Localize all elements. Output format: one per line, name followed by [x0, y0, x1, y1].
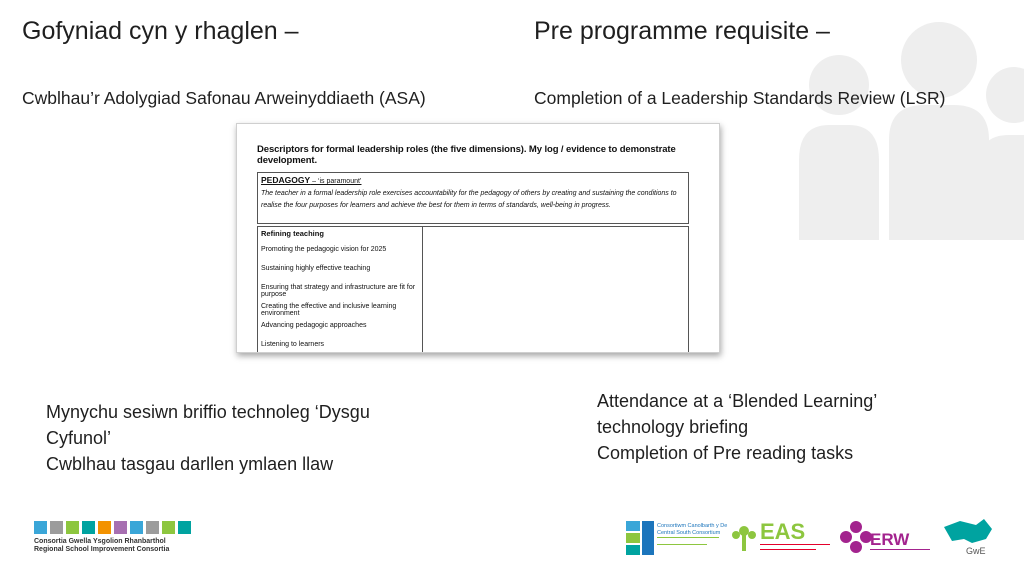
pedagogy-title	[261, 175, 361, 185]
logo-square	[146, 521, 159, 534]
logo-square	[82, 521, 95, 534]
gwe-logo	[944, 519, 992, 556]
lsr-document-preview	[236, 123, 720, 353]
table-heading: Refining teaching	[261, 229, 324, 238]
english-note-line: Attendance at a ‘Blended Learning’	[597, 391, 878, 411]
english-note-line: Completion of Pre reading tasks	[597, 443, 854, 463]
csc-logo-line2: Central South Consortium	[657, 530, 721, 536]
welsh-note-line: Cwblhau tasgau darllen ymlaen llaw	[46, 454, 334, 474]
table-item: Listening to learners	[261, 341, 325, 348]
table-item: Sustaining highly effective teaching	[261, 265, 371, 272]
eas-logo-text: EAS	[760, 519, 806, 544]
logo-text-line: Consortia Gwella Ysgolion Rhanbarthol	[34, 538, 166, 545]
csc-logo	[626, 521, 727, 555]
table-item: Advancing pedagogic approaches	[261, 322, 367, 329]
pedagogy-box	[257, 172, 689, 224]
logo-square	[50, 521, 63, 534]
descriptor-table	[257, 226, 689, 353]
english-note-line: technology briefing	[597, 417, 749, 437]
welsh-title: Gofyniad cyn y rhaglen –	[22, 17, 299, 45]
english-subtitle: Completion of a Leadership Standards Review (LSR)	[534, 88, 946, 108]
table-item: Promoting the pedagogic vision for 2025	[261, 246, 387, 253]
welsh-notes	[46, 399, 370, 477]
table-item: Ensuring that strategy and infrastructure are fit for purpose	[261, 284, 416, 298]
table-item: Creating the effective and inclusive learning environment	[261, 303, 397, 317]
descriptor-table-left-column	[258, 227, 423, 353]
eas-logo	[732, 519, 830, 551]
regional-consortia-logo-text	[34, 538, 169, 554]
welsh-subtitle: Cwblhau’r Adolygiad Safonau Arweinyddiaeth (ASA)	[22, 88, 426, 108]
logo-square	[34, 521, 47, 534]
erw-logo	[840, 521, 930, 553]
welsh-note-line: Mynychu sesiwn briffio technoleg ‘Dysgu	[46, 402, 370, 422]
logo-square	[130, 521, 143, 534]
document-heading: Descriptors for formal leadership roles (the five dimensions). My log / evidence to demonstrate development.	[257, 144, 676, 166]
english-title: Pre programme requisite –	[534, 17, 830, 45]
erw-logo-text: ERW	[870, 530, 910, 549]
english-notes	[597, 388, 877, 466]
logo-square	[162, 521, 175, 534]
logo-text-line: Regional School Improvement Consortia	[34, 546, 170, 553]
pedagogy-quote: – ‘is paramount’	[310, 178, 362, 185]
pedagogy-description: The teacher in a formal leadership role exercises accountability for the pedagogy of others by creating and sustaining the conditions to realise the four purposes for learners and achieve the best for them in terms of standards, well-being in progress.	[261, 190, 677, 209]
pedagogy-title-text: PEDAGOGY	[261, 175, 311, 185]
welsh-note-line: Cyfunol’	[46, 428, 112, 448]
consortia-partner-logos	[624, 515, 1014, 560]
csc-logo-line1: Consortiwm Canolbarth y De	[657, 523, 728, 529]
logo-square	[114, 521, 127, 534]
logo-square	[178, 521, 191, 534]
logo-square	[98, 521, 111, 534]
gwe-logo-text: GwE	[966, 546, 986, 556]
logo-square	[66, 521, 79, 534]
